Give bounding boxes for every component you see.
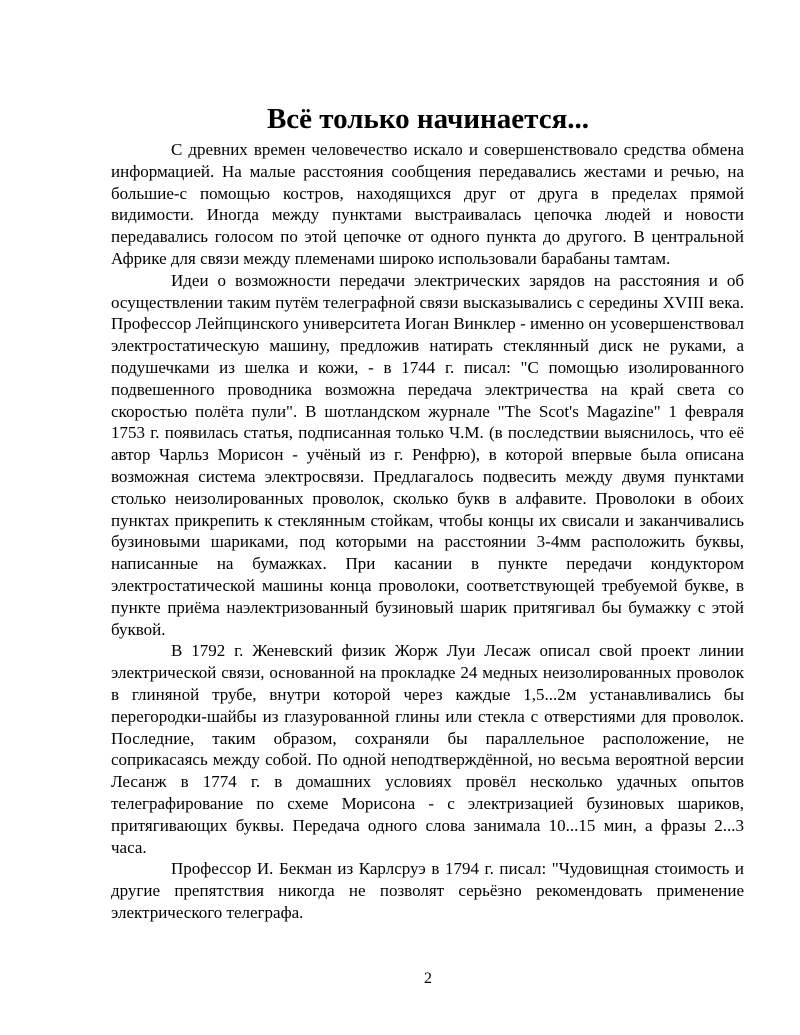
paragraph: В 1792 г. Женевский физик Жорж Луи Лесаж описал свой проект линии электрической связи, основанной на прокладке 24 медных неизолированных проволок в глиняной трубе, внутри которой через каждые 1,5...2м устанавливались бы перегородки-шайбы из глазурованной глины или стекла с отверстиями для проволок. Последние, таким образом, сохраняли бы параллельное расположение, не соприкасаясь между собой. По одной неподтверждённой, но весьма вероятной версии Лесанж в 1774 г. в домашних условиях провёл несколько удачных опытов телеграфирование по схеме Морисона - с электризацией бузиновых шариков, притягивающих буквы. Передача одного слова занимала 10...15 мин, а фразы 2...3 часа.: [111, 641, 744, 857]
page-number: 2: [424, 970, 432, 987]
body-text: [111, 139, 744, 924]
paragraph: Профессор И. Бекман из Карлсруэ в 1794 г. писал: "Чудовищная стоимость и другие препятствия никогда не позволят серьёзно рекомендовать применение электрического телеграфа.: [111, 859, 744, 922]
page-title: Всё только начинается...: [266, 103, 590, 135]
paragraph: Идеи о возможности передачи электрических зарядов на расстояния и об осуществлении таким путём телеграфной связи высказывались с середины XVIII века. Профессор Лейпцинского университета Иоган Винклер - именно он усовершенствовал электростатическую машину, предложив натирать стеклянный диск не руками, а подушечками из шелка и кожи, - в 1744 г. писал: "С помощью изолированного подвешенного проводника возможна передача электричества на край света со скоростью полёта пули". В шотландском журнале "The Scot's Magazine" 1 февраля 1753 г. появилась статья, подписанная только Ч.М. (в последствии выяснилось, что её автор Чарльз Морисон - учёный из г. Ренфрю), в которой впервые была описана возможная система электросвязи. Предлагалось подвесить между двумя пунктами столько неизолированных проволок, сколько букв в алфавите. Проволоки в обоих пунктах прикрепить к стеклянным стойкам, чтобы концы их свисали и заканчивались бузиновыми шариками, под которыми на расстоянии 3-4мм расположить буквы, написанные на бумажках. При касании в пункте передачи кондуктором электростатической машины конца проволоки, соответствующей требуемой букве, в пункте приёма наэлектризованный бузиновый шарик притягивал бы бумажку с этой буквой.: [111, 270, 744, 639]
paragraph: С древних времен человечество искало и совершенствовало средства обмена информацией. На малые расстояния сообщения передавались жестами и речью, на большие-с помощью костров, находящихся друг от друга в пределах прямой видимости. Иногда между пунктами выстраивалась цепочка людей и новости передавались голосом по этой цепочке от одного пункта до другого. В центральной Африке для связи между племенами широко использовали барабаны тамтам.: [111, 140, 744, 268]
